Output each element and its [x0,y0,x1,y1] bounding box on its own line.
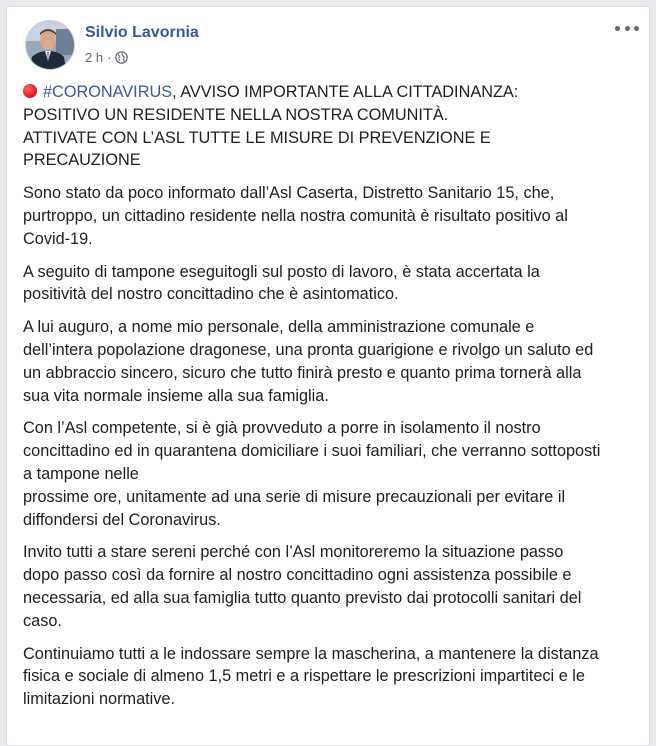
hashtag-link[interactable]: #CORONAVIRUS [43,83,173,101]
headline-line1: , AVVISO IMPORTANTE ALLA CITTADINANZA: [172,83,519,101]
post-body [23,81,603,721]
post-timestamp[interactable]: 2 h [85,50,104,65]
post-meta [85,50,128,65]
post-paragraph: Invito tutti a stare sereni perché con l’Asl monitoreremo la situazione passo dopo passo così da fornire al nostro concittadino ogni assistenza possibile e necessaria, ed alla sua famiglia tutto quanto previsto dai protocolli sanitari del caso. [23,543,582,630]
red-circle-icon [23,84,37,98]
more-options-icon[interactable] [615,21,639,35]
author-name[interactable]: Silvio Lavornia [85,24,199,41]
globe-icon[interactable] [115,51,128,64]
post-paragraph: Continuiamo tutti a le indossare sempre la mascherina, a mantenere la distanza fisica e sociale di almeno 1,5 metri e a rispettare le prescrizioni impartiteci e le limitazioni normative. [23,644,599,709]
post-paragraph: A seguito di tampone eseguitogli sul posto di lavoro, è stata accertata la positività del nostro concittadino che è asintomatico. [23,262,540,304]
more-dot [625,26,630,31]
headline-line2: POSITIVO UN RESIDENTE NELLA NOSTRA COMUNITÀ. [23,105,449,124]
author-avatar[interactable] [25,20,75,70]
meta-separator: · [107,50,112,65]
post-paragraph [23,417,603,531]
avatar-image [26,21,74,69]
post-headline [23,81,603,172]
more-dot [634,26,639,31]
post-card [6,6,650,746]
post-paragraph: A lui auguro, a nome mio personale, della amministrazione comunale e dell’intera popolazione dragonese, una pronta guarigione e rivolgo un saluto ed un abbraccio sincero, sicuro che tutto finirà presto e quanto prima tornerà alla sua vita normale insieme alla sua famiglia. [23,318,594,405]
paragraph-part: Con l’Asl competente, si è già provveduto a porre in isolamento il nostro concittadino ed in quarantena domiciliare i suoi familiari, che verranno sottoposti a tampone nelle [23,419,601,483]
post-paragraph: Sono stato da poco informato dall’Asl Caserta, Distretto Sanitario 15, che, purtroppo, un cittadino residente nella nostra comunità è risultato positivo al Covid-19. [23,184,568,248]
headline-line3: ATTIVATE CON L’ASL TUTTE LE MISURE DI PREVENZIONE E PRECAUZIONE [23,128,491,170]
more-dot [615,26,620,31]
paragraph-part: prossime ore, unitamente ad una serie di misure precauzionali per evitare il diffondersi del Coronavirus. [23,487,566,529]
